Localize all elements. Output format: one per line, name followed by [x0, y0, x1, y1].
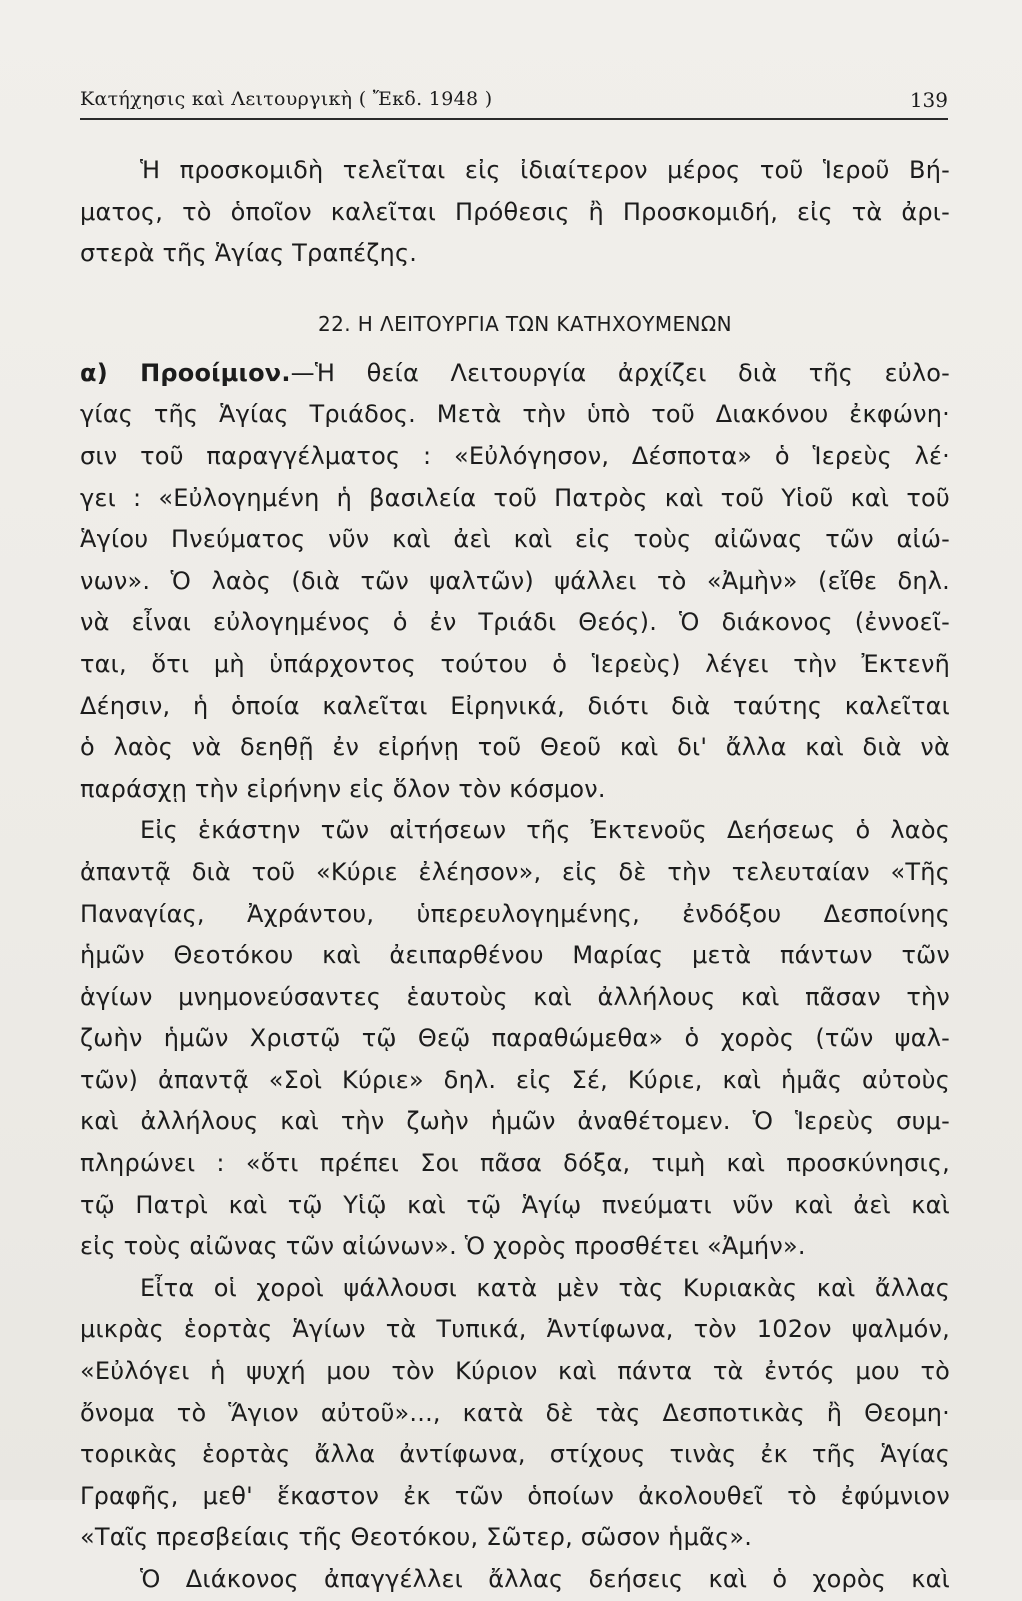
text-line: παράσχῃ τὴν εἰρήνην εἰς ὅλον τὸν κόσμον.: [80, 774, 606, 803]
section-heading: 22. Η ΛΕΙΤΟΥΡΓΙΑ ΤΩΝ ΚΑΤΗΧΟΥΜΕΝΩΝ: [318, 311, 732, 336]
text-line: σιν τοῦ παραγγέλματος : «Εὐλόγησον, Δέσποτα» ὁ Ἱερεὺς λέ·: [80, 441, 950, 470]
text-line: ἀπαντᾷ διὰ τοῦ «Κύριε ἐλέησον», εἰς δὲ τὴν τελευταίαν «Τῆς: [80, 857, 950, 886]
text-line: στερὰ τῆς Ἁγίας Τραπέζης.: [80, 239, 418, 268]
text-line: Ἡ προσκομιδὴ τελεῖται εἰς ἰδιαίτερον μέρος τοῦ Ἱεροῦ Βή-: [140, 156, 950, 184]
text-line: μικρὰς ἑορτὰς Ἁγίων τὰ Τυπικά, Ἀντίφωνα, τὸν 102ον ψαλμόν,: [80, 1315, 950, 1344]
text-line: ἁγίων μνημονεύσαντες ἑαυτοὺς καὶ ἀλλήλους καὶ πᾶσαν τὴν: [80, 982, 950, 1011]
text-line: γίας τῆς Ἁγίας Τριάδος. Μετὰ τὴν ὑπὸ τοῦ Διακόνου ἐκφώνη·: [80, 400, 950, 429]
text-line: τῶν) ἀπαντᾷ «Σοὶ Κύριε» δηλ. εἰς Σέ, Κύριε, καὶ ἡμᾶς αὐτοὺς: [80, 1065, 950, 1094]
text-line: ὁ λαὸς νὰ δεηθῇ ἐν εἰρήνῃ τοῦ Θεοῦ καὶ δι' ἄλλα καὶ διὰ νὰ: [80, 733, 950, 762]
text-line: ζωὴν ἡμῶν Χριστῷ τῷ Θεῷ παραθώμεθα» ὁ χορὸς (τῶν ψαλ-: [80, 1024, 950, 1053]
text-line: «Εὐλόγει ἡ ψυχή μου τὸν Κύριον καὶ πάντα τὰ ἐντός μου τὸ: [80, 1357, 950, 1386]
text-line: [80, 353, 950, 395]
text-line: νὰ εἶναι εὐλογημένος ὁ ἐν Τριάδι Θεός). Ὁ διάκονος (ἐννοεῖ-: [80, 608, 950, 637]
paragraph: [80, 353, 950, 811]
text-line: γει : «Εὐλογημένη ἡ βασιλεία τοῦ Πατρὸς καὶ τοῦ Υἱοῦ καὶ τοῦ: [80, 483, 950, 512]
text-line: «Ταῖς πρεσβείαις τῆς Θεοτόκου, Σῶτερ, σῶσον ἡμᾶς».: [80, 1523, 753, 1552]
text-line: πληρώνει : «ὅτι πρέπει Σοι πᾶσα δόξα, τιμὴ καὶ προσκύνησις,: [80, 1149, 950, 1178]
subsection-lead: α) Προοίμιον.: [80, 358, 291, 387]
paragraph: [80, 150, 950, 275]
text-line: ται, ὅτι μὴ ὑπάρχοντος τούτου ὁ Ἱερεὺς) λέγει τὴν Ἐκτενῆ: [80, 649, 950, 678]
text-line: καὶ ἀλλήλους καὶ τὴν ζωὴν ἡμῶν ἀναθέτομεν. Ὁ Ἱερεὺς συμ-: [80, 1107, 950, 1136]
text-line: ὄνομα τὸ Ἅγιον αὐτοῦ»..., κατὰ δὲ τὰς Δεσποτικὰς ἢ Θεομη·: [80, 1398, 950, 1427]
spacer: [80, 275, 950, 295]
text-line: Ἁγίου Πνεύματος νῦν καὶ ἀεὶ καὶ εἰς τοὺς αἰῶνας τῶν αἰώ-: [80, 525, 950, 554]
paragraph: [80, 810, 950, 1268]
text-line: ἡμῶν Θεοτόκου καὶ ἀειπαρθένου Μαρίας μετὰ πάντων τῶν: [80, 941, 950, 970]
body-text: [80, 150, 950, 1601]
text-line: Ὁ Διάκονος ἀπαγγέλλει ἄλλας δεήσεις καὶ ὁ χορὸς καὶ: [140, 1565, 950, 1593]
text-line: Γραφῆς, μεθ' ἕκαστον ἐκ τῶν ὁποίων ἀκολουθεῖ τὸ ἐφύμνιον: [80, 1481, 950, 1510]
text-line: νων». Ὁ λαὸς (διὰ τῶν ψαλτῶν) ψάλλει τὸ «Ἀμὴν» (εἴθε δηλ.: [80, 566, 950, 595]
text-line: Παναγίας, Ἀχράντου, ὑπερευλογημένης, ἐνδόξου Δεσποίνης: [80, 899, 950, 928]
text-line: τῷ Πατρὶ καὶ τῷ Υἱῷ καὶ τῷ Ἁγίῳ πνεύματι νῦν καὶ ἀεὶ καὶ: [80, 1190, 950, 1219]
text-line: Εἰς ἑκάστην τῶν αἰτήσεων τῆς Ἐκτενοῦς Δεήσεως ὁ λαὸς: [140, 816, 950, 845]
text-line: ματος, τὸ ὁποῖον καλεῖται Πρόθεσις ἢ Προσκομιδή, εἰς τὰ ἀρι-: [80, 197, 950, 226]
paragraph: [80, 1559, 950, 1601]
paragraph: [80, 1268, 950, 1559]
text-line: Εἶτα οἱ χοροὶ ψάλλουσι κατὰ μὲν τὰς Κυριακὰς καὶ ἄλλας: [140, 1273, 950, 1302]
text-line: τορικὰς ἑορτὰς ἄλλα ἀντίφωνα, στίχους τινὰς ἐκ τῆς Ἁγίας: [80, 1440, 950, 1469]
page-number: 139: [909, 88, 948, 112]
text-line: Δέησιν, ἡ ὁποία καλεῖται Εἰρηνικά, διότι διὰ ταύτης καλεῖται: [80, 691, 950, 720]
running-header: [80, 88, 948, 120]
text-line: εἰς τοὺς αἰῶνας τῶν αἰώνων». Ὁ χορὸς προσθέτει «Ἀμήν».: [80, 1232, 806, 1261]
running-title: Κατήχησις καὶ Λειτουργικὴ ( Ἔκδ. 1948 ): [80, 88, 493, 110]
text-run: —Ἡ θεία Λειτουργία ἀρχίζει διὰ τῆς εὐλο-: [290, 358, 950, 387]
